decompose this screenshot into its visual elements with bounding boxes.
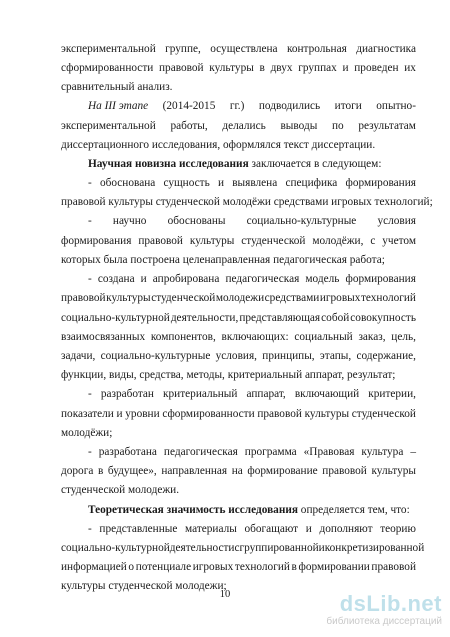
- word: и: [318, 542, 325, 554]
- word: компонентов,: [150, 331, 216, 343]
- word: сформированности: [61, 62, 154, 74]
- word: задачи,: [61, 350, 96, 362]
- text-line: [61, 407, 416, 421]
- word: и: [217, 177, 225, 189]
- word: «Правовая: [303, 446, 355, 458]
- word: культуры: [209, 62, 254, 74]
- word: представляющая: [239, 312, 321, 324]
- word: критериальный: [163, 388, 238, 400]
- text-line: [61, 330, 416, 344]
- word: культуры: [304, 408, 350, 420]
- word: технологий: [360, 292, 416, 304]
- text-line: [88, 445, 416, 459]
- word: средствами: [264, 292, 320, 304]
- watermark-logo: [324, 591, 442, 631]
- word: уровни: [125, 408, 160, 420]
- word: молодёжи,: [312, 235, 364, 247]
- text-line: [88, 272, 416, 286]
- text-line: функции, виды, средства, методы, критериальный аппарат, результат;: [61, 369, 396, 381]
- word: двух: [270, 62, 293, 74]
- word: этапы,: [319, 350, 352, 362]
- word: и: [342, 62, 349, 74]
- word: проведен: [354, 62, 399, 74]
- word: и: [140, 273, 147, 285]
- word: правовой: [257, 408, 302, 420]
- text-line: студенческой молодежи.: [61, 484, 180, 496]
- text-line: которых была построена целенаправленная педагогическая работа;: [61, 254, 385, 266]
- word: дополняют: [319, 523, 373, 535]
- text-line: культуры студенческой молодежи;: [61, 580, 227, 592]
- word: результатам: [358, 120, 416, 132]
- page-number: 10: [219, 589, 231, 600]
- text-line: сравнительный анализ.: [61, 81, 173, 93]
- word: формирования: [345, 273, 416, 285]
- word: студенческой: [351, 408, 416, 420]
- text-line: [61, 42, 416, 56]
- text-line: [61, 291, 416, 305]
- text-line: [61, 560, 416, 574]
- word: создана: [97, 273, 135, 285]
- word: группе,: [165, 43, 201, 55]
- word: -: [88, 177, 92, 189]
- word: формирования: [61, 235, 132, 247]
- text-run: заключается в следующем:: [248, 158, 382, 170]
- word: правовой: [159, 62, 204, 74]
- word: правовой: [138, 235, 183, 247]
- text-line: [61, 119, 416, 133]
- word: включающий: [294, 388, 360, 400]
- word: (2014-2015: [162, 100, 216, 112]
- word: обогащают: [244, 523, 299, 535]
- word: формирование: [247, 465, 318, 477]
- word: по: [331, 120, 344, 132]
- word: цель,: [391, 331, 416, 343]
- word: сгруппированной: [234, 542, 319, 554]
- word: научно: [112, 215, 147, 227]
- word: технологий: [234, 561, 290, 573]
- word: культуры: [371, 465, 416, 477]
- word: правовой: [322, 465, 367, 477]
- text-line: молодёжи;: [61, 427, 113, 439]
- word: содержание,: [356, 350, 416, 362]
- word: специфика: [285, 177, 338, 189]
- word: культура: [361, 446, 404, 458]
- word: социальный: [294, 331, 353, 343]
- word: и: [305, 523, 312, 535]
- watermark-brand: dsLib.net: [339, 591, 442, 616]
- word: -: [88, 273, 92, 285]
- word: правовой: [371, 561, 416, 573]
- word: гг.): [229, 100, 245, 112]
- word: в: [259, 62, 265, 74]
- word: с: [370, 235, 376, 247]
- word: -: [88, 215, 92, 227]
- word: социально-культурной: [61, 312, 170, 324]
- word: игровых: [192, 561, 234, 573]
- text-line: [61, 464, 416, 478]
- word: представленные: [99, 523, 178, 535]
- bold-heading-run: Научная новизна исследования: [88, 158, 249, 170]
- text-line: [61, 311, 416, 325]
- word: их: [404, 62, 416, 74]
- word: программа: [244, 446, 297, 458]
- word: опытно-: [376, 100, 416, 112]
- word: работы,: [170, 120, 208, 132]
- text-line: [88, 157, 381, 171]
- word: педагогическая: [163, 446, 238, 458]
- word: студенческой: [241, 235, 306, 247]
- word: дорога: [61, 465, 94, 477]
- word: делались: [222, 120, 266, 132]
- word: модель: [305, 273, 340, 285]
- word: деятельности,: [170, 312, 239, 324]
- word: и: [116, 408, 123, 420]
- word: заказ,: [358, 331, 386, 343]
- word: сформированности: [162, 408, 255, 420]
- word: группах: [298, 62, 337, 74]
- word: студенческой: [151, 292, 216, 304]
- word: теорию: [380, 523, 416, 535]
- word: в: [97, 465, 104, 477]
- word: выявлена: [232, 177, 278, 189]
- word: осуществлена: [210, 43, 278, 55]
- word: контрольная: [286, 43, 347, 55]
- word: показатели: [61, 408, 114, 420]
- word: формировании: [298, 561, 370, 573]
- text-line: [61, 61, 416, 75]
- word: сущность: [163, 177, 210, 189]
- word: молодежи: [215, 292, 265, 304]
- word: совокупность: [350, 312, 416, 324]
- word: –: [410, 446, 416, 458]
- word: формирования: [345, 177, 416, 189]
- word: аппарат,: [246, 388, 286, 400]
- word: социально-культурные: [246, 215, 357, 227]
- word: критерии,: [368, 388, 416, 400]
- word: экспериментальной: [61, 43, 156, 55]
- word: потенциале: [135, 561, 192, 573]
- word: -: [88, 446, 92, 458]
- word: учетом: [382, 235, 416, 247]
- word: информацией: [61, 561, 127, 573]
- word: выводы: [280, 120, 318, 132]
- word: условия: [377, 215, 416, 227]
- bold-heading-run: Теоретическая значимость исследования: [88, 504, 298, 516]
- word: конкретизированной: [324, 542, 425, 554]
- word: принципы,: [262, 350, 315, 362]
- text-line: [88, 503, 410, 517]
- word: на: [231, 465, 243, 477]
- word: обоснованы: [167, 215, 226, 227]
- word: экспериментальной: [61, 120, 156, 132]
- word: материалы: [185, 523, 237, 535]
- word: итоги: [334, 100, 362, 112]
- word: -: [88, 388, 92, 400]
- word: направленная: [161, 465, 228, 477]
- text-line: правовой культуры студенческой молодёжи средствами игровых технологий;: [61, 196, 433, 208]
- word: апробирована: [152, 273, 220, 285]
- word: -: [88, 523, 92, 535]
- word: обоснована: [99, 177, 156, 189]
- word: разработана: [98, 446, 157, 458]
- word: культуры: [189, 235, 235, 247]
- word: социально-культурной: [61, 542, 170, 554]
- word: деятельности: [169, 542, 235, 554]
- word: о: [128, 561, 135, 573]
- word: игровых: [319, 292, 361, 304]
- text-line: [88, 214, 416, 228]
- word: разработан: [100, 388, 154, 400]
- word: педагогическая: [225, 273, 300, 285]
- text-line: [88, 522, 416, 536]
- word: будущее»,: [107, 465, 157, 477]
- text-run: определяется тем, что:: [297, 504, 410, 516]
- word: социально-культурные: [100, 350, 211, 362]
- watermark-tagline: библиотека диссертаций: [326, 616, 442, 627]
- word: условия,: [215, 350, 257, 362]
- word: культуры: [106, 292, 151, 304]
- word: включающих:: [221, 331, 289, 343]
- word: На III этапе: [88, 100, 149, 112]
- text-line: [61, 541, 425, 555]
- word: подводились: [258, 100, 321, 112]
- word: диагностика: [356, 43, 416, 55]
- word: правовой: [61, 292, 106, 304]
- word: в: [291, 561, 297, 573]
- text-line: диссертационного исследования, оформлялся текст диссертации.: [61, 139, 376, 151]
- text-line: [88, 387, 416, 401]
- text-line: [61, 234, 416, 248]
- text-line: [88, 176, 416, 190]
- word: собой: [321, 312, 350, 324]
- word: взаимосвязанных: [61, 331, 146, 343]
- text-line: [61, 349, 416, 363]
- text-line: [88, 99, 416, 113]
